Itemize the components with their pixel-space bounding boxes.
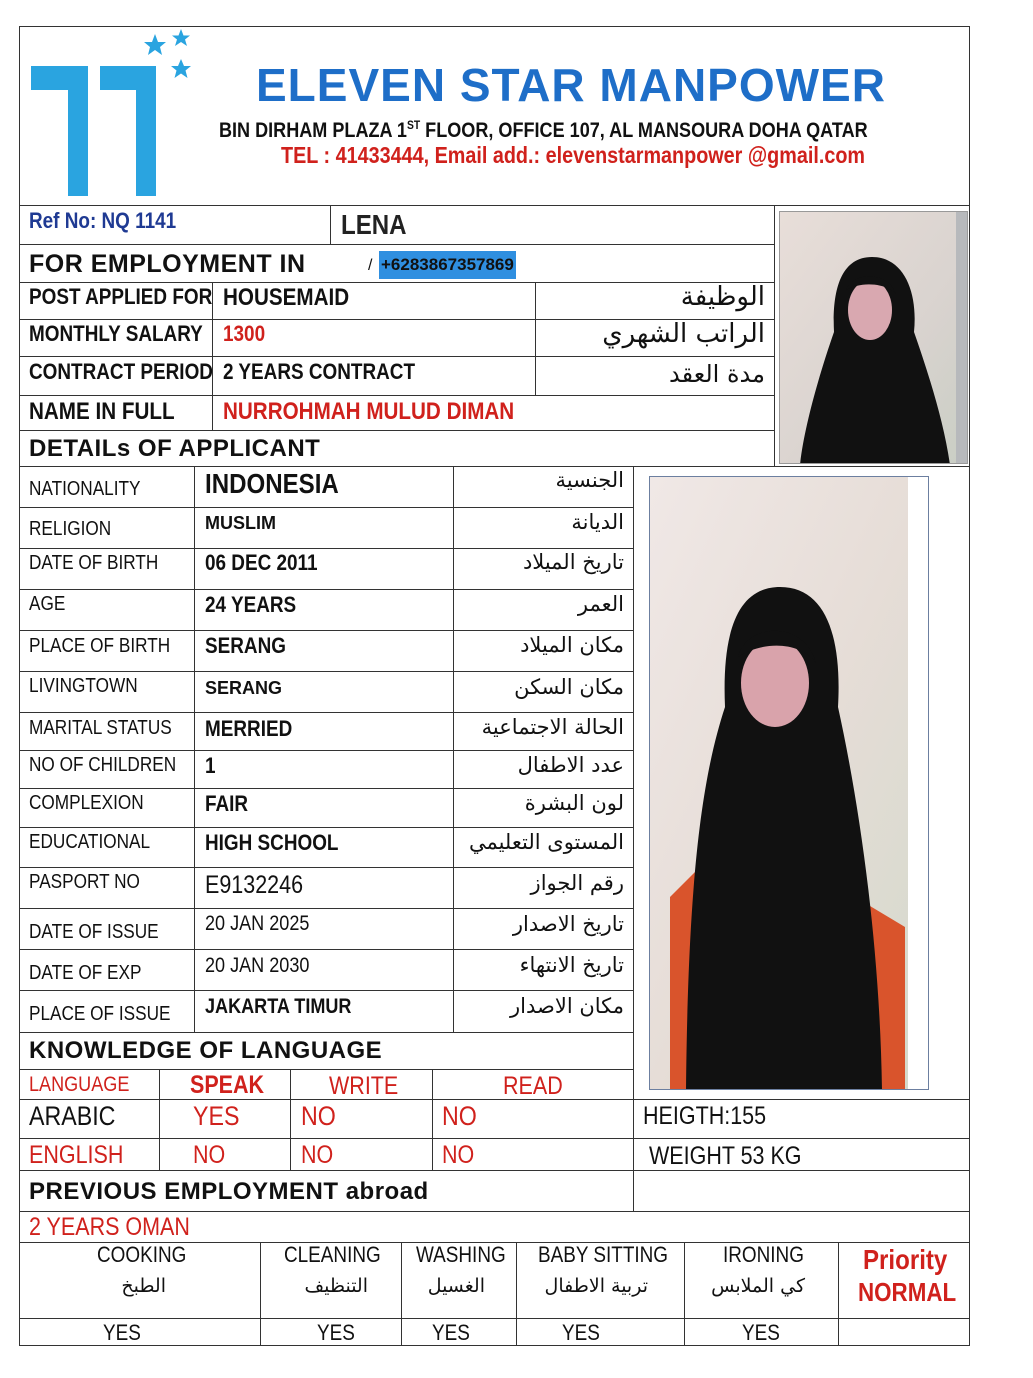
name-in-full-label: NAME IN FULL [29,398,175,425]
company-contact: TEL : 41433444, Email add.: elevenstarmanpower @gmail.com [281,142,865,168]
detail-value-educational: HIGH SCHOOL [205,830,339,855]
detail-value-livingtown: SERANG [205,678,283,698]
address-prefix: BIN DIRHAM PLAZA 1 [219,119,407,142]
language-arabic-write: NO [301,1101,336,1131]
job-value-contract: 2 YEARS CONTRACT [223,359,416,384]
address-suffix: FLOOR, OFFICE 107, AL MANSOURA DOHA QATAR [420,119,868,142]
detail-value-date-of-exp: 20 JAN 2030 [205,954,310,977]
detail-arabic-complexion: لون البشرة [524,791,624,815]
language-english-read: NO [442,1141,475,1169]
language-arabic-speak: YES [193,1101,240,1131]
detail-value-date-of-issue: 20 JAN 2025 [205,912,310,935]
skill-arabic-cleaning: التنظيف [304,1275,368,1297]
detail-arabic-place-of-issue: مكان الاصدار [510,994,624,1018]
detail-arabic-date-of-issue: تاريخ الاصدار [512,912,624,936]
language-col-write: WRITE [329,1072,399,1100]
detail-label-livingtown: LIVINGTOWN [29,675,138,697]
job-arabic-post: الوظيفة [680,282,765,312]
job-label-contract: CONTRACT PERIOD [29,359,213,384]
language-english-name: ENGLISH [29,1141,124,1169]
skill-value-cleaning: YES [317,1320,355,1345]
detail-label-passport-no: PASPORT NO [29,871,140,893]
skill-value-cooking: YES [103,1320,141,1345]
priority-label: Priority [863,1244,948,1275]
detail-arabic-livingtown: مكان السكن [514,675,624,699]
detail-label-dob: DATE OF BIRTH [29,552,159,574]
detail-arabic-nationality: الجنسية [555,468,624,492]
job-value-post: HOUSEMAID [223,284,350,311]
detail-label-nationality: NATIONALITY [29,478,141,500]
address-superscript: ST [406,118,421,132]
detail-value-passport-no: E9132246 [205,871,304,899]
job-arabic-contract: مدة العقد [669,360,765,388]
detail-label-children: NO OF CHILDREN [29,754,177,776]
detail-value-age: 24 YEARS [205,592,297,617]
previous-employment-heading: PREVIOUS EMPLOYMENT abroad [29,1178,429,1205]
language-english-write: NO [301,1141,334,1169]
detail-arabic-date-of-exp: تاريخ الانتهاء [519,953,624,977]
contact-phone-highlight: +6283867357869 [379,251,516,279]
job-label-salary: MONTHLY SALARY [29,321,203,346]
detail-arabic-age: العمر [577,592,624,616]
detail-value-nationality: INDONESIA [205,468,339,499]
detail-arabic-passport-no: رقم الجواز [530,871,624,895]
language-arabic-name: ARABIC [29,1101,116,1131]
language-col-speak: SPEAK [190,1071,265,1099]
previous-employment-value: 2 YEARS OMAN [29,1213,190,1241]
company-name: ELEVEN STAR MANPOWER [256,59,886,111]
detail-label-educational: EDUCATIONAL [29,831,151,853]
detail-label-religion: RELIGION [29,518,112,540]
detail-arabic-marital-status: الحالة الاجتماعية [481,715,624,739]
detail-label-place-of-issue: PLACE OF ISSUE [29,1003,171,1025]
skill-name-baby-sitting: BABY SITTING [538,1242,669,1267]
company-logo [28,28,198,200]
priority-value: NORMAL [858,1277,957,1307]
job-label-post: POST APPLIED FOR [29,284,213,309]
applicant-photo-small [779,211,968,464]
language-heading: KNOWLEDGE OF LANGUAGE [29,1037,383,1064]
skill-name-cleaning: CLEANING [284,1242,381,1267]
language-col-language: LANGUAGE [29,1073,130,1096]
language-col-read: READ [503,1072,563,1100]
skill-arabic-ironing: كي الملابس [711,1275,805,1297]
detail-value-marital-status: MERRIED [205,716,293,741]
detail-value-place-of-issue: JAKARTA TIMUR [205,995,352,1018]
detail-label-marital-status: MARITAL STATUS [29,717,172,739]
company-address [219,119,868,141]
detail-label-date-of-issue: DATE OF ISSUE [29,921,159,943]
job-arabic-salary: الراتب الشهري [602,319,765,349]
employment-slash: / [368,257,373,274]
detail-arabic-place-of-birth: مكان الميلاد [520,633,624,657]
detail-value-dob: 06 DEC 2011 [205,550,318,575]
reference-number: Ref No: NQ 1141 [29,208,177,233]
skill-arabic-cooking: الطبخ [121,1275,166,1297]
skill-name-ironing: IRONING [723,1242,804,1267]
skill-value-baby-sitting: YES [562,1320,600,1345]
detail-value-children: 1 [205,753,216,778]
detail-label-date-of-exp: DATE OF EXP [29,962,142,984]
skill-name-washing: WASHING [416,1242,506,1267]
detail-label-place-of-birth: PLACE OF BIRTH [29,635,171,657]
skill-arabic-baby-sitting: تربية الاطفال [544,1275,648,1297]
language-english-speak: NO [193,1141,226,1169]
detail-value-religion: MUSLIM [205,513,276,533]
detail-arabic-educational: المستوى التعليمي [468,830,624,854]
detail-value-place-of-birth: SERANG [205,633,286,658]
detail-arabic-dob: تاريخ الميلاد [522,550,624,574]
detail-label-age: AGE [29,593,66,615]
skill-value-ironing: YES [742,1320,780,1345]
employment-label: FOR EMPLOYMENT IN [29,250,306,278]
detail-arabic-children: عدد الاطفال [517,753,624,777]
language-arabic-read: NO [442,1101,477,1131]
skill-value-washing: YES [432,1320,470,1345]
job-value-salary: 1300 [223,321,266,346]
detail-arabic-religion: الديانة [571,510,624,534]
weight-value: WEIGHT 53 KG [649,1142,802,1170]
height-value: HEIGTH:155 [643,1102,767,1130]
skill-name-cooking: COOKING [97,1242,187,1267]
name-in-full-value: NURROHMAH MULUD DIMAN [223,398,515,425]
skill-arabic-washing: الغسيل [427,1275,485,1297]
applicant-photo-large [649,476,929,1090]
detail-value-complexion: FAIR [205,791,249,816]
details-heading: DETAILs OF APPLICANT [29,435,321,462]
applicant-short-name: LENA [341,209,407,240]
detail-label-complexion: COMPLEXION [29,792,144,814]
